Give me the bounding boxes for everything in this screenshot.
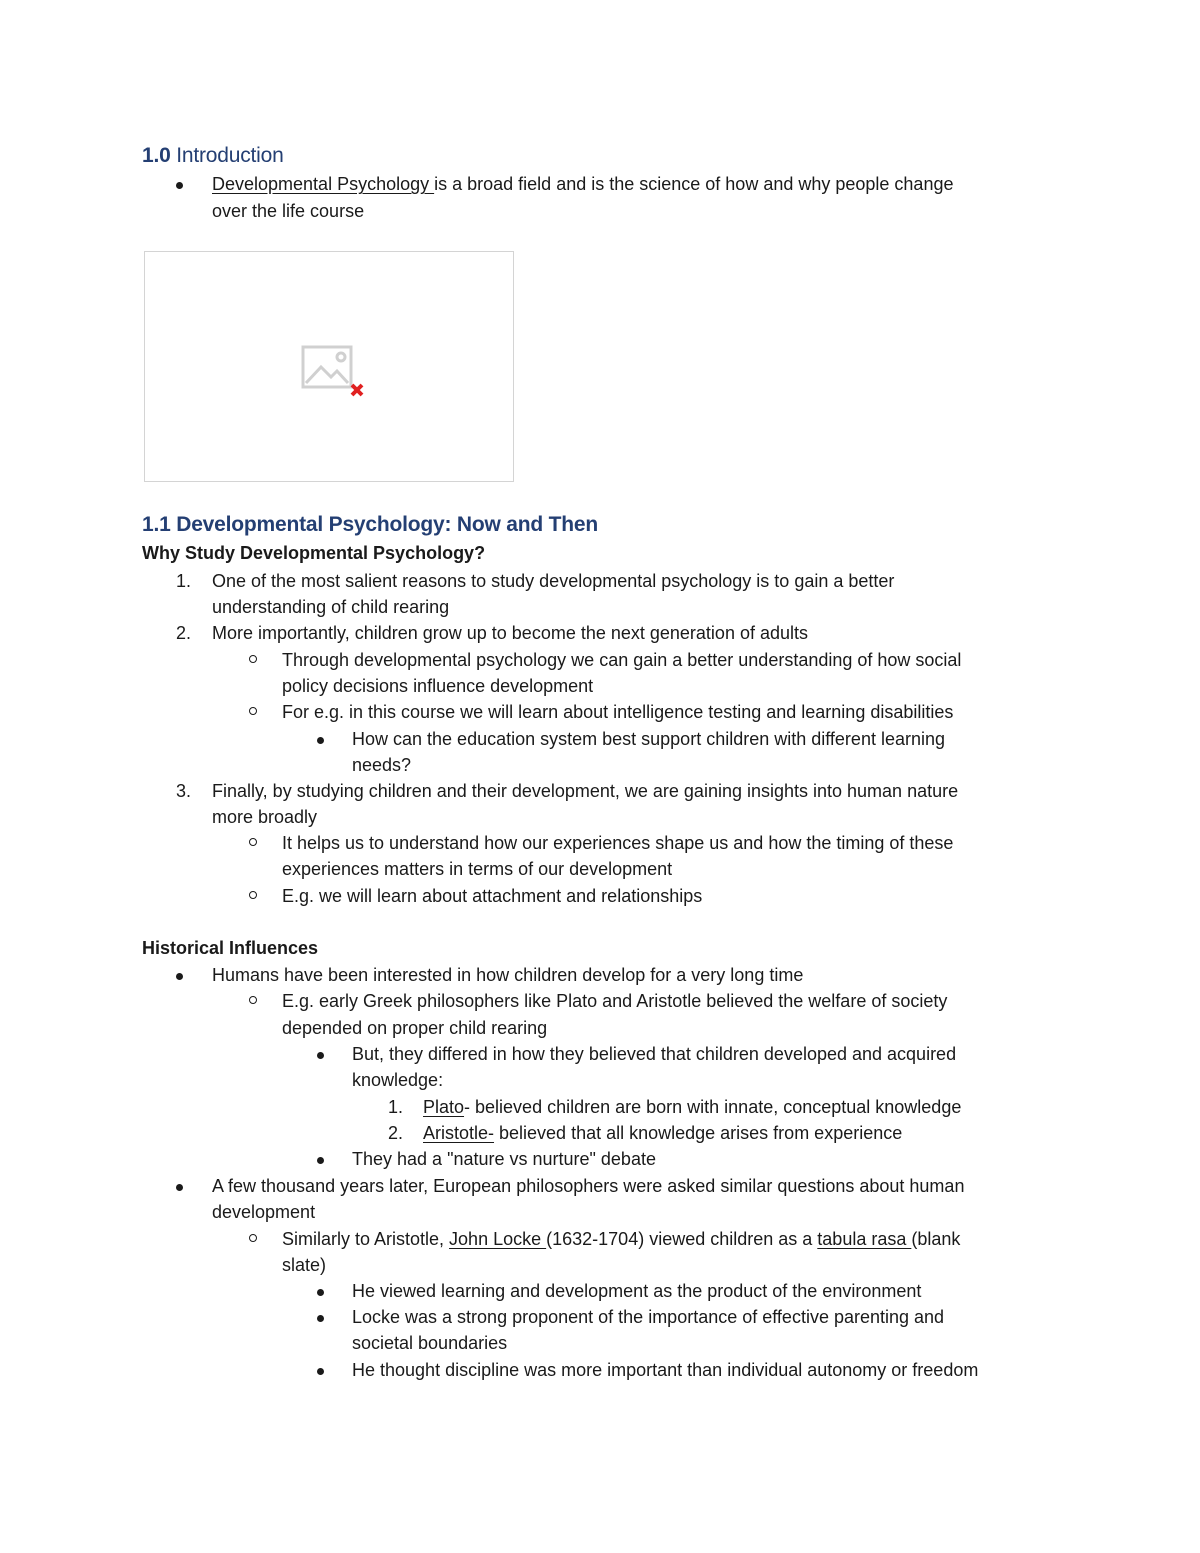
term-john-locke: John Locke: [449, 1229, 547, 1249]
sub-sub-item-text: How can the education system best support children with different learning: [352, 729, 945, 749]
term-aristotle: Aristotle-: [423, 1123, 495, 1143]
list-number: 3.: [176, 781, 192, 801]
sub-sub-item-continuation: knowledge:: [352, 1070, 444, 1090]
list-item-text: One of the most salient reasons to study developmental psychology is to gain a better: [212, 571, 895, 591]
bullet-ring: [249, 707, 257, 715]
heading-now-and-then: 1.1 Developmental Psychology: Now and Then: [142, 513, 599, 536]
sub-item-text: E.g. early Greek philosophers like Plato and Aristotle believed the welfare of society: [282, 991, 948, 1011]
bullet-ring: [249, 996, 257, 1004]
term-tabula-rasa: tabula rasa: [817, 1229, 912, 1249]
list-item-continuation: understanding of child rearing: [212, 597, 450, 617]
bullet-dot: [176, 973, 183, 980]
sub-item-text: It helps us to understand how our experiences shape us and how the timing of these: [282, 833, 954, 853]
sub-item-continuation: slate): [282, 1255, 327, 1275]
subheading-why-study: Why Study Developmental Psychology?: [142, 543, 486, 563]
list-number: 2.: [176, 623, 192, 643]
term-plato: Plato: [423, 1097, 465, 1117]
sub-item-text: (blank: [911, 1229, 961, 1249]
list-number: 1.: [388, 1097, 404, 1117]
term-developmental-psychology: Developmental Psychology: [212, 174, 435, 194]
bullet-dot: [317, 1368, 324, 1375]
sub-sub-item-continuation: needs?: [352, 755, 412, 775]
intro-bullet-continuation: over the life course: [212, 201, 365, 221]
numbered-item-plato: [423, 1094, 961, 1120]
bullet-continuation: development: [212, 1202, 316, 1222]
sub-item-text: Through developmental psychology we can gain a better understanding of how social: [282, 650, 962, 670]
heading-introduction: [142, 144, 284, 168]
sub-item-locke: [282, 1226, 960, 1252]
bullet-ring: [249, 655, 257, 663]
list-item-text: More importantly, children grow up to become the next generation of adults: [212, 623, 808, 643]
list-item-continuation: more broadly: [212, 807, 318, 827]
bullet-text: A few thousand years later, European philosophers were asked similar questions about human: [212, 1176, 965, 1196]
sub-sub-item-text: He thought discipline was more important than individual autonomy or freedom: [352, 1360, 979, 1380]
intro-bullet-text: is a broad field and is the science of how and why people change: [434, 174, 954, 194]
numbered-item-text: - believed children are born with innate, conceptual knowledge: [464, 1097, 962, 1117]
sub-item-continuation: experiences matters in terms of our development: [282, 859, 673, 879]
sub-item-text: For e.g. in this course we will learn about intelligence testing and learning disabilities: [282, 702, 954, 722]
sub-item-text: Similarly to Aristotle,: [282, 1229, 450, 1249]
bullet-dot: [317, 1157, 324, 1164]
bullet-ring: [249, 838, 257, 846]
sub-item-continuation: policy decisions influence development: [282, 676, 594, 696]
bullet-text: Humans have been interested in how children develop for a very long time: [212, 965, 804, 985]
sub-item-text: (1632-1704) viewed children as a: [546, 1229, 818, 1249]
heading-number: 1.0: [142, 144, 171, 167]
broken-image-icon: [301, 345, 371, 405]
sub-sub-item-continuation: societal boundaries: [352, 1333, 508, 1353]
bullet-dot: [176, 182, 183, 189]
sub-item-text: E.g. we will learn about attachment and relationships: [282, 886, 703, 906]
list-number: 2.: [388, 1123, 404, 1143]
sub-item-continuation: depended on proper child rearing: [282, 1018, 548, 1038]
bullet-dot: [317, 1052, 324, 1059]
list-number: 1.: [176, 571, 192, 591]
intro-bullet-line: [212, 171, 953, 197]
sub-sub-item-text: They had a "nature vs nurture" debate: [352, 1149, 656, 1169]
bullet-dot: [176, 1184, 183, 1191]
subheading-historical-influences: Historical Influences: [142, 938, 319, 958]
numbered-item-text: believed that all knowledge arises from experience: [494, 1123, 903, 1143]
numbered-item-aristotle: [423, 1120, 902, 1146]
sub-sub-item-text: Locke was a strong proponent of the importance of effective parenting and: [352, 1307, 945, 1327]
bullet-dot: [317, 737, 324, 744]
list-item-text: Finally, by studying children and their development, we are gaining insights into human nature: [212, 781, 959, 801]
bullet-dot: [317, 1315, 324, 1322]
bullet-ring: [249, 891, 257, 899]
image-placeholder: [144, 251, 514, 482]
sub-sub-item-text: He viewed learning and development as the product of the environment: [352, 1281, 922, 1301]
bullet-dot: [317, 1289, 324, 1296]
heading-text: Introduction: [176, 144, 284, 167]
bullet-ring: [249, 1234, 257, 1242]
sub-sub-item-text: But, they differed in how they believed that children developed and acquired: [352, 1044, 957, 1064]
